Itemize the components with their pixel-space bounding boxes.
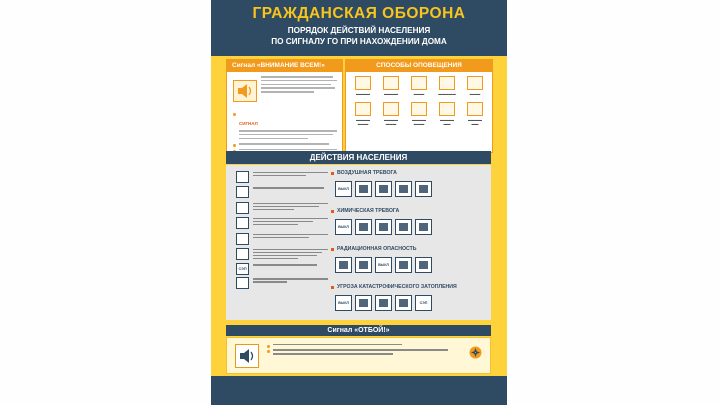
action-item — [236, 217, 328, 232]
section-title: УГРОЗА КАТАСТРОФИЧЕСКОГО ЗАТОПЛЕНИЯ — [331, 283, 487, 292]
signal-description — [261, 76, 337, 95]
screen-icon — [439, 102, 455, 116]
notification-item: ▬▬▬▬ ▬▬▬ — [350, 102, 376, 126]
poster-subtitle — [211, 26, 507, 47]
instruction-2 — [233, 143, 337, 145]
gasmask-icon — [335, 257, 352, 273]
vehicle-icon — [355, 102, 371, 116]
population-actions-header: ДЕЙСТВИЯ НАСЕЛЕНИЯ — [226, 151, 491, 164]
emergency-ministry-emblem — [469, 346, 482, 361]
notification-item: ▬▬▬ — [462, 76, 488, 96]
section-flood — [331, 283, 487, 321]
notification-methods-grid — [350, 76, 490, 126]
bottom-band — [211, 376, 507, 405]
action-item — [236, 202, 328, 217]
gasmask-icon — [236, 277, 249, 289]
notification-item: ▬▬▬▬ — [378, 76, 404, 96]
notification-item: ▬▬▬▬ ▬▬ — [434, 102, 460, 126]
door-icon — [236, 186, 249, 198]
all-clear-panel — [226, 337, 491, 374]
poster-title: ГРАЖДАНСКАЯ ОБОРОНА — [252, 5, 466, 22]
speaker-icon — [233, 80, 257, 102]
documents-icon — [395, 257, 412, 273]
notification-item: ▬▬▬▬ ▬▬▬ — [378, 102, 404, 126]
civil-defense-poster — [211, 0, 507, 405]
notification-methods-panel — [345, 59, 493, 153]
all-clear-instructions — [267, 344, 457, 359]
action-item — [236, 277, 328, 292]
signal-attention-panel — [226, 59, 343, 153]
notification-item: ▬▬▬▬ ▬▬ — [462, 102, 488, 126]
instruction-1 — [233, 112, 337, 139]
action-item — [236, 171, 328, 186]
subtitle-line-2: ПО СИГНАЛУ ГО ПРИ НАХОЖДЕНИИ ДОМА — [271, 36, 447, 46]
radio-icon — [467, 76, 483, 90]
people-icon — [355, 181, 372, 197]
door-icon — [395, 181, 412, 197]
speaker-icon — [235, 344, 259, 368]
sos-icon: СЭП — [236, 263, 249, 275]
tv-icon — [355, 76, 371, 90]
notification-item: ▬▬▬▬▬ — [434, 76, 460, 96]
radiation-icons — [331, 257, 487, 273]
evacuation-icon — [395, 295, 412, 311]
action-item — [236, 263, 328, 277]
shelter-icon — [415, 257, 432, 273]
notification-item: ▬▬▬▬ ▬▬▬ — [406, 102, 432, 126]
section-title: ХИМИЧЕСКАЯ ТРЕВОГА — [331, 207, 487, 216]
siren-icon — [411, 76, 427, 90]
power-off-icon: ВЫКЛ — [375, 257, 392, 273]
notification-item: ▬▬▬▬ — [350, 76, 376, 96]
signal-highlight: СИГНАЛ — [239, 121, 258, 126]
phone-icon — [383, 102, 399, 116]
door-to-door-icon — [467, 102, 483, 116]
air-raid-icons — [331, 181, 487, 197]
documents-icon — [236, 217, 249, 229]
general-actions-list — [236, 171, 328, 293]
alarm-actions — [331, 169, 487, 321]
shelter-icon — [415, 219, 432, 235]
power-off-icon: ВЫКЛ — [335, 219, 352, 235]
people-icon — [355, 257, 372, 273]
shelter-icon — [415, 181, 432, 197]
all-clear-item-2 — [267, 349, 457, 354]
power-icon — [236, 171, 249, 183]
population-actions-panel — [226, 165, 491, 320]
people-icon — [355, 295, 372, 311]
window-icon — [395, 219, 412, 235]
section-radiation — [331, 245, 487, 283]
shelter-icon — [236, 248, 249, 260]
notification-item: ▬▬▬ — [406, 76, 432, 96]
gasmask-icon — [375, 219, 392, 235]
action-item — [236, 186, 328, 201]
section-title: ВОЗДУШНАЯ ТРЕВОГА — [331, 169, 487, 178]
pets-icon — [236, 233, 249, 245]
title-band — [211, 0, 507, 56]
action-item — [236, 248, 328, 263]
sos-icon: СЭП — [415, 295, 432, 311]
messenger-icon — [411, 102, 427, 116]
section-air-raid — [331, 169, 487, 207]
action-item — [236, 233, 328, 248]
flood-icons — [331, 295, 487, 311]
loudspeaker-icon — [383, 76, 399, 90]
subtitle-line-1: ПОРЯДОК ДЕЙСТВИЙ НАСЕЛЕНИЯ — [287, 26, 431, 35]
section-chemical — [331, 207, 487, 245]
documents-icon — [375, 181, 392, 197]
all-clear-item-1 — [267, 344, 457, 345]
documents-icon — [375, 295, 392, 311]
notification-methods-header: СПОСОБЫ ОПОВЕЩЕНИЯ — [346, 60, 492, 72]
power-off-icon: ВЫКЛ — [335, 295, 352, 311]
people-icon — [355, 219, 372, 235]
all-clear-header: Сигнал «ОТБОЙ!» — [226, 325, 491, 336]
window-icon — [236, 202, 249, 214]
signal-attention-header: Сигнал «ВНИМАНИЕ ВСЕМ!» — [227, 60, 342, 72]
chemical-icons — [331, 219, 487, 235]
bell-icon — [439, 76, 455, 90]
power-off-icon: ВЫКЛ — [335, 181, 352, 197]
section-title: РАДИАЦИОННАЯ ОПАСНОСТЬ — [331, 245, 487, 254]
